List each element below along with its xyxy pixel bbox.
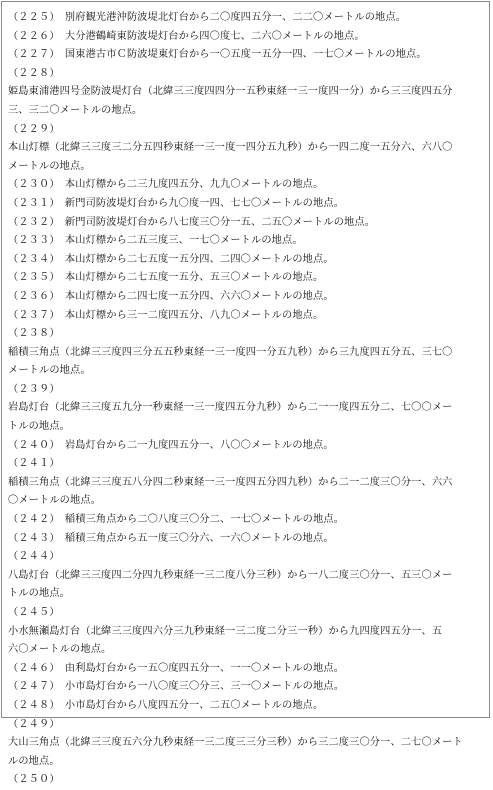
text-line: （２４３） 稲積三角点から五一度三〇分六、一六〇メートルの地点。 bbox=[8, 532, 334, 544]
text-line: （２２５） 別府観光港沖防波堤北灯台から二〇度四五分一、二二〇メートルの地点。 bbox=[8, 12, 407, 23]
text-line: （２４６） 由利島灯台から一五〇度四五分一、一一〇メートルの地点。 bbox=[8, 662, 345, 674]
text-line: （２２９） bbox=[8, 123, 60, 135]
text-line: （２３１） 新門司防波堤灯台から九〇度一四、七七〇メートルの地点。 bbox=[8, 197, 345, 209]
text-line: 本山灯標（北緯三三度三二分五四秒東経一三一度一四分五九秒）から一四二度一五分六、六八〇 bbox=[8, 142, 453, 154]
text-line: （２４１） bbox=[8, 458, 60, 470]
text-line: メートルの地点。 bbox=[8, 365, 91, 377]
text-line: （２３４） 本山灯標から二七五度一五分四、二四〇メートルの地点。 bbox=[8, 253, 334, 265]
text-line: （２４２） 稲積三角点から二〇八度三〇分二、一七〇メートルの地点。 bbox=[8, 514, 345, 526]
text-line: トルの地点。 bbox=[8, 421, 71, 433]
text-line: 岩島灯台（北緯三三度五九分一秒東経一三一度四五分九秒）から二一一度四五分二、七〇〇メー bbox=[8, 402, 453, 414]
text-line: （２４０） 岩島灯台から二一九度四五分一、八〇〇メートルの地点。 bbox=[8, 439, 334, 451]
text-line: （２３６） 本山灯標から二四七度一五分四、六六〇メートルの地点。 bbox=[8, 290, 334, 302]
text-line: （２２７） 国東港古市Ｃ防波堤東灯台から一〇五度一五分一四、一七〇メートルの地点。 bbox=[8, 49, 427, 61]
text-line: トルの地点。 bbox=[8, 588, 71, 600]
text-line: ルの地点。 bbox=[8, 755, 60, 767]
text-line: （２３８） bbox=[8, 328, 60, 340]
text-line: （２３９） bbox=[8, 383, 60, 395]
text-line: （２３２） 新門司防波堤灯台から八七度三〇分一五、二五〇メートルの地点。 bbox=[8, 216, 376, 228]
text-line: 稲積三角点（北緯三三度五八分四二秒東経一三一度四五分四九秒）から二一二度三〇分一、六六 bbox=[8, 476, 453, 488]
text-line: （２３７） 本山灯標から三一二度四五分、八九〇メートルの地点。 bbox=[8, 309, 324, 321]
text-line: 〇メートルの地点。 bbox=[8, 495, 102, 507]
text-line: （２２６） 大分港鶴崎東防波堤灯台から四〇度七、二六〇メートルの地点。 bbox=[8, 30, 365, 42]
text-line: 姫島東浦港四号金防波堤灯台（北緯三三度四四分一五秒東経一三一度四一分）から三三度四五分 bbox=[8, 86, 453, 98]
text-line: （２４９） bbox=[8, 718, 60, 730]
document-body bbox=[8, 9, 488, 790]
text-line: （２４７） 小市島灯台から一八〇度三〇分三、三一〇メートルの地点。 bbox=[8, 681, 345, 693]
text-line: メートルの地点。 bbox=[8, 160, 91, 172]
document-frame bbox=[1, 1, 490, 786]
text-line: （２５０） bbox=[8, 774, 60, 786]
text-line: （２２８） bbox=[8, 67, 60, 79]
text-line: （２４４） bbox=[8, 551, 60, 563]
text-line: （２４８） 小市島灯台から八度四五分一、二五〇メートルの地点。 bbox=[8, 699, 324, 711]
text-line: 小水無瀬島灯台（北緯三三度四六分三九秒東経一三二度二分三一秒）から九四度四五分一、五 bbox=[8, 625, 443, 637]
text-line: 三、三二〇メートルの地点。 bbox=[8, 104, 143, 116]
text-line: 八島灯台（北緯三三度四二分四九秒東経一三二度八分三秒）から一八二度三〇分一、五三〇メー bbox=[8, 569, 453, 581]
text-line: 六〇メートルの地点。 bbox=[8, 644, 112, 656]
text-line: 大山三角点（北緯三三度五六分九秒東経一三二度三三分三秒）から三二度三〇分一、二七〇メート bbox=[8, 737, 463, 749]
text-line: （２４５） bbox=[8, 607, 60, 618]
text-line: （２３３） 本山灯標から二五三度三、一七〇メートルの地点。 bbox=[8, 235, 303, 247]
text-line: （２３０） 本山灯標から二三九度四五分、九九〇メートルの地点。 bbox=[8, 179, 324, 191]
text-line: 稲積三角点（北緯三三度四三分五五秒東経一三一度四一分五九秒）から三九度四五分五、三七〇 bbox=[8, 346, 453, 358]
text-line: （２３５） 本山灯標から二七五度一五分、五三〇メートルの地点。 bbox=[8, 272, 324, 284]
